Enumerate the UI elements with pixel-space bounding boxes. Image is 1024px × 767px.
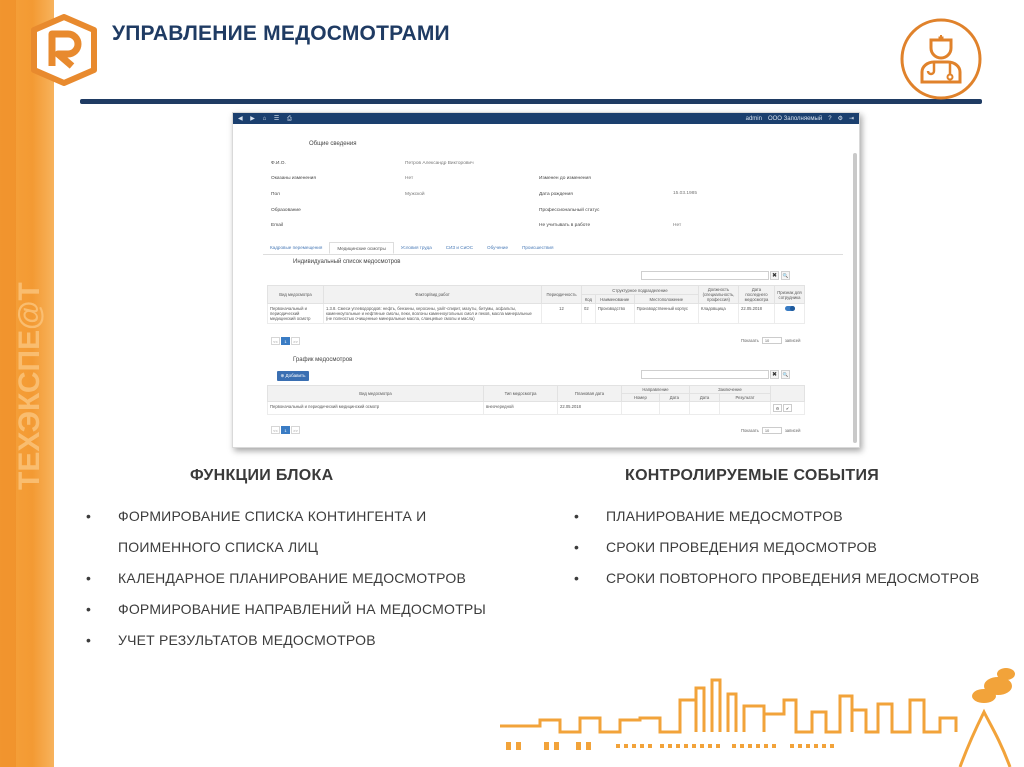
bullet: • (86, 632, 92, 648)
bullet: • (574, 508, 580, 524)
title-divider (80, 99, 982, 104)
print-icon[interactable]: ⎙ (286, 115, 292, 122)
cell-actions (771, 402, 805, 415)
field-label: Email (271, 223, 283, 228)
list-item (574, 501, 979, 532)
col-header[interactable]: Фактор/вид работ (324, 286, 542, 304)
cell-period: 12 (542, 304, 582, 324)
list-item (86, 563, 486, 594)
list-item (86, 594, 486, 625)
item-text: ПЛАНИРОВАНИЕ МЕДОСМОТРОВ (606, 508, 843, 524)
field-label: Не учитывать в работе (539, 223, 591, 228)
gear-icon[interactable]: ⚙ (773, 404, 782, 412)
col-header[interactable]: Результат (720, 394, 771, 402)
general-info-title: Общие сведения (309, 141, 357, 147)
app-screenshot (232, 112, 860, 448)
list-item (574, 532, 979, 563)
field-label: Ф.И.О. (271, 161, 286, 166)
field-value: Нет (405, 176, 414, 181)
back-icon[interactable]: ◀ (238, 115, 243, 122)
settings-icon[interactable]: ⚙ (837, 116, 843, 122)
list-item (86, 532, 486, 563)
bullet: • (574, 539, 580, 555)
tab-bar (263, 242, 843, 255)
page-title: УПРАВЛЕНИЕ МЕДОСМОТРАМИ (112, 22, 450, 45)
cell-unit: Производство (595, 304, 634, 324)
pager-prev[interactable]: << (271, 426, 280, 434)
field-value: Петров Александр Викторович (405, 161, 474, 166)
col-group-header: Структурное подразделение (582, 286, 699, 295)
tab-ppe[interactable]: СИЗ и СиОС (445, 245, 474, 250)
app-topbar (233, 113, 859, 124)
tab-medical-exams[interactable]: Медицинские осмотры (329, 242, 393, 254)
col-header[interactable]: Вид медосмотра (268, 386, 484, 402)
field-label: Пол (271, 192, 280, 197)
cell-kind: внеочередной (484, 402, 558, 415)
field-label: Изменен до изменения (539, 176, 591, 181)
item-text: СРОКИ ПРОВЕДЕНИЯ МЕДОСМОТРОВ (606, 539, 878, 555)
cell-type: Первоначальный и периодический медицинский осмотр (268, 304, 324, 324)
field-label: Дата рождения (539, 192, 573, 197)
forward-icon[interactable]: ▶ (250, 115, 255, 122)
pager-page[interactable]: 1 (281, 337, 290, 345)
individual-pager (271, 337, 300, 345)
field-label: Образование (271, 208, 301, 213)
col-header[interactable]: Должность (специальность, профессия) (699, 286, 739, 304)
actions-header (771, 386, 805, 402)
field-value: Нет (673, 223, 682, 228)
app-scrollbar[interactable] (853, 153, 857, 443)
svg-text:ТЕХЭКСПЕ@Т: ТЕХЭКСПЕ@Т (13, 282, 46, 490)
bullet: • (86, 508, 92, 524)
left-orange-band (0, 0, 54, 767)
col-header[interactable]: Периодичность (542, 286, 582, 304)
cell-empty (622, 402, 660, 415)
bullet: • (574, 570, 580, 586)
events-list (574, 501, 979, 594)
schedule-title: График медосмотров (293, 357, 353, 363)
col-header[interactable]: Дата последнего медосмотра (739, 286, 775, 304)
item-text: ПОИМЕННОГО СПИСКА ЛИЦ (118, 539, 319, 555)
individual-search-input[interactable] (641, 271, 769, 280)
col-header[interactable]: Дата (689, 394, 719, 402)
add-button[interactable]: ⊕ Добавить (277, 371, 309, 381)
show-label: Показать (741, 428, 759, 433)
home-icon[interactable]: ⌂ (262, 115, 267, 122)
factory-skyline-graphic (500, 660, 1024, 767)
search-icon[interactable]: 🔍 (782, 372, 789, 377)
clear-icon[interactable]: ✖ (771, 273, 778, 279)
col-header[interactable]: Местоположение (634, 295, 698, 304)
org-name[interactable]: ООО Заполняемый (767, 115, 823, 122)
functions-heading: ФУНКЦИИ БЛОКА (190, 467, 334, 484)
individual-list-title: Индивидуальный список медосмотров (293, 259, 401, 265)
pager-prev[interactable]: << (271, 337, 280, 345)
page-size-select[interactable]: 10 (762, 427, 782, 434)
item-text: КАЛЕНДАРНОЕ ПЛАНИРОВАНИЕ МЕДОСМОТРОВ (118, 570, 466, 586)
user-name[interactable]: admin (745, 115, 762, 122)
help-icon[interactable]: ? (828, 115, 832, 122)
functions-list (86, 501, 486, 656)
pager-next[interactable]: >> (291, 426, 300, 434)
cell-date: 22.05.2018 (739, 304, 775, 324)
r-shield-logo-icon (28, 14, 100, 86)
cell-factor: 1.3.8. Смеси углеводородов: нефть, бензины, керосины, уайт-спирит, мазуты, битумы, асфальты, каменноугольные и нефтяные смолы, пеки, возгоны каменноугольных смол и пеков, масла минеральные (не полностью очищенные минеральные масла, сланцевые смолы и масла) (324, 304, 542, 324)
col-header[interactable]: Код (582, 295, 596, 304)
tab-training[interactable]: Обучение (487, 245, 509, 250)
list-item (86, 625, 486, 656)
cell-type: Первоначальный и периодический медицинский осмотр (268, 402, 484, 415)
col-header[interactable]: Вид медосмотра (268, 286, 324, 304)
page-size-select[interactable]: 10 (762, 337, 782, 344)
topbar-nav (238, 115, 298, 123)
include-toggle[interactable] (785, 306, 795, 311)
col-header[interactable]: Дата (659, 394, 689, 402)
col-header[interactable]: Плановая дата (558, 386, 622, 402)
table-row[interactable] (268, 402, 805, 415)
col-header[interactable]: Тип медосмотра (484, 386, 558, 402)
cell-empty (659, 402, 689, 415)
item-text: ФОРМИРОВАНИЕ НАПРАВЛЕНИЙ НА МЕДОСМОТРЫ (118, 601, 486, 617)
bullet: • (86, 570, 92, 586)
field-label: Оказаны изменения (271, 176, 316, 181)
show-label: Показать (741, 338, 759, 343)
cell-code: 02 (582, 304, 596, 324)
col-group-header: Направление (622, 386, 690, 394)
events-heading: КОНТРОЛИРУЕМЫЕ СОБЫТИЯ (625, 467, 880, 484)
schedule-pager (271, 426, 300, 434)
doctor-icon (898, 16, 984, 102)
schedule-table (267, 385, 805, 415)
col-header[interactable]: Признак для сотрудника (775, 286, 805, 304)
field-value: Мужской (405, 192, 425, 197)
tab-work-conditions[interactable]: Условия труда (400, 245, 432, 250)
pager-next[interactable]: >> (291, 337, 300, 345)
col-header[interactable]: Наименование (595, 295, 634, 304)
list-item (574, 563, 979, 594)
pager-page[interactable]: 1 (281, 426, 290, 434)
page-size-control (741, 427, 800, 434)
records-label: записей (784, 428, 801, 433)
table-row[interactable] (268, 304, 805, 324)
exit-icon[interactable]: ⇥ (848, 116, 854, 122)
schedule-search-input[interactable] (641, 370, 769, 379)
cell-toggle (775, 304, 805, 324)
tab-incidents[interactable]: Происшествия (522, 245, 554, 250)
item-text: ФОРМИРОВАНИЕ СПИСКА КОНТИНГЕНТА И (118, 508, 427, 524)
records-label: записей (784, 338, 801, 343)
item-text: УЧЕТ РЕЗУЛЬТАТОВ МЕДОСМОТРОВ (118, 632, 376, 648)
bullet: • (86, 601, 92, 617)
field-value: 15.03.1985 (673, 191, 698, 196)
check-icon[interactable]: ✔ (783, 404, 792, 412)
cell-empty (689, 402, 719, 415)
cell-position: Кладовщица (699, 304, 739, 324)
list-item (86, 501, 486, 532)
search-icon[interactable]: 🔍 (782, 273, 789, 278)
individual-exams-table (267, 285, 805, 324)
clear-icon[interactable]: ✖ (771, 372, 778, 378)
cell-planned-date: 22.05.2018 (558, 402, 622, 415)
menu-icon[interactable]: ☰ (273, 115, 280, 122)
col-group-header: Заключение (689, 386, 770, 394)
cell-location: Производственный корпус (634, 304, 698, 324)
tab-transfers[interactable]: Кадровые перемещения (270, 245, 323, 250)
page-size-control (741, 337, 800, 344)
side-brand-text (0, 275, 54, 495)
field-label: Профессиональный статус (539, 208, 600, 213)
col-header[interactable]: Номер (622, 394, 660, 402)
item-text: СРОКИ ПОВТОРНОГО ПРОВЕДЕНИЯ МЕДОСМОТРОВ (606, 570, 980, 586)
cell-empty (720, 402, 771, 415)
